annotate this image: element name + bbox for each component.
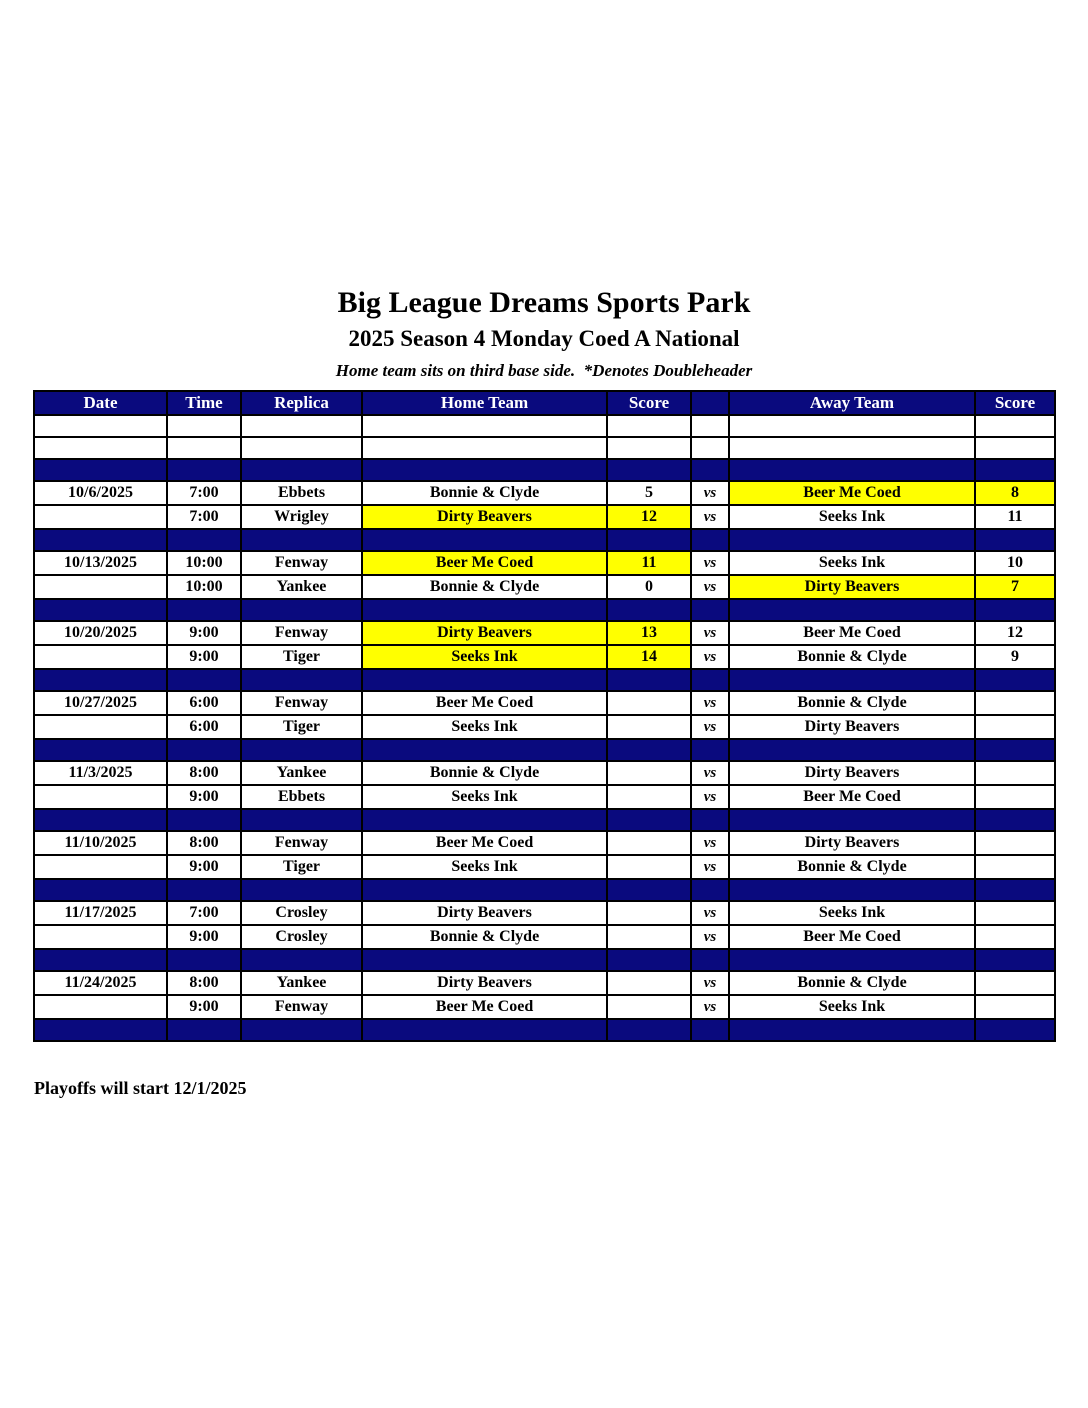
away-team-cell: Seeks Ink xyxy=(729,995,975,1019)
vs-label xyxy=(691,809,729,831)
home-score-cell xyxy=(607,715,691,739)
home-score-cell xyxy=(607,809,691,831)
away-score-cell: 9 xyxy=(975,645,1055,669)
time-cell: 6:00 xyxy=(167,715,241,739)
date-cell xyxy=(34,437,167,459)
home-score-cell xyxy=(607,785,691,809)
away-team-cell xyxy=(729,599,975,621)
vs-label: vs xyxy=(691,785,729,809)
col-header-away-team: Away Team xyxy=(729,391,975,415)
replica-cell: Tiger xyxy=(241,855,362,879)
home-team-note: Home team sits on third base side. *Denotes Doubleheader xyxy=(335,361,753,380)
vs-label: vs xyxy=(691,551,729,575)
home-team-cell xyxy=(362,809,607,831)
away-team-cell: Seeks Ink xyxy=(729,505,975,529)
home-score-cell xyxy=(607,529,691,551)
replica-cell: Fenway xyxy=(241,621,362,645)
game-row xyxy=(34,621,1055,645)
separator-row xyxy=(34,459,1055,481)
game-row xyxy=(34,971,1055,995)
replica-cell: Wrigley xyxy=(241,505,362,529)
date-cell xyxy=(34,529,167,551)
replica-cell xyxy=(241,809,362,831)
date-cell: 10/13/2025 xyxy=(34,551,167,575)
vs-label: vs xyxy=(691,971,729,995)
home-team-cell xyxy=(362,415,607,437)
date-cell: 10/6/2025 xyxy=(34,481,167,505)
away-score-cell xyxy=(975,831,1055,855)
date-cell xyxy=(34,809,167,831)
home-team-cell xyxy=(362,459,607,481)
away-score-cell xyxy=(975,739,1055,761)
replica-cell: Fenway xyxy=(241,995,362,1019)
vs-label: vs xyxy=(691,901,729,925)
date-cell xyxy=(34,715,167,739)
vs-label xyxy=(691,879,729,901)
home-score-cell xyxy=(607,1019,691,1041)
separator-row xyxy=(34,809,1055,831)
schedule-table xyxy=(33,390,1056,1042)
home-team-cell xyxy=(362,879,607,901)
home-team-cell: Beer Me Coed xyxy=(362,691,607,715)
replica-cell xyxy=(241,529,362,551)
time-cell xyxy=(167,1019,241,1041)
date-cell xyxy=(34,949,167,971)
vs-label xyxy=(691,1019,729,1041)
game-row xyxy=(34,691,1055,715)
separator-row xyxy=(34,949,1055,971)
vs-label: vs xyxy=(691,925,729,949)
time-cell xyxy=(167,879,241,901)
away-score-cell xyxy=(975,995,1055,1019)
date-cell: 11/10/2025 xyxy=(34,831,167,855)
vs-label xyxy=(691,415,729,437)
away-score-cell xyxy=(975,437,1055,459)
home-score-cell xyxy=(607,901,691,925)
away-team-cell xyxy=(729,879,975,901)
away-team-cell xyxy=(729,529,975,551)
away-score-cell: 10 xyxy=(975,551,1055,575)
home-team-cell: Beer Me Coed xyxy=(362,551,607,575)
game-row xyxy=(34,715,1055,739)
game-row xyxy=(34,831,1055,855)
col-header-time: Time xyxy=(167,391,241,415)
vs-label xyxy=(691,949,729,971)
time-cell: 9:00 xyxy=(167,645,241,669)
home-score-cell xyxy=(607,415,691,437)
time-cell: 9:00 xyxy=(167,785,241,809)
date-cell: 10/27/2025 xyxy=(34,691,167,715)
game-row xyxy=(34,505,1055,529)
date-cell xyxy=(34,925,167,949)
page-subtitle: 2025 Season 4 Monday Coed A National xyxy=(348,326,740,351)
time-cell xyxy=(167,949,241,971)
vs-label: vs xyxy=(691,645,729,669)
time-cell: 7:00 xyxy=(167,505,241,529)
vs-label: vs xyxy=(691,481,729,505)
time-cell xyxy=(167,459,241,481)
away-score-cell xyxy=(975,809,1055,831)
separator-row xyxy=(34,599,1055,621)
home-team-cell: Bonnie & Clyde xyxy=(362,761,607,785)
time-cell xyxy=(167,529,241,551)
time-cell: 7:00 xyxy=(167,901,241,925)
time-cell: 9:00 xyxy=(167,621,241,645)
home-score-cell: 14 xyxy=(607,645,691,669)
game-row xyxy=(34,551,1055,575)
game-row xyxy=(34,761,1055,785)
home-team-cell: Seeks Ink xyxy=(362,855,607,879)
home-score-cell xyxy=(607,855,691,879)
home-score-cell: 12 xyxy=(607,505,691,529)
away-score-cell xyxy=(975,949,1055,971)
home-score-cell xyxy=(607,879,691,901)
home-team-cell: Bonnie & Clyde xyxy=(362,575,607,599)
vs-label xyxy=(691,529,729,551)
date-cell xyxy=(34,669,167,691)
time-cell: 10:00 xyxy=(167,575,241,599)
time-cell xyxy=(167,809,241,831)
game-row xyxy=(34,925,1055,949)
time-cell xyxy=(167,437,241,459)
away-team-cell: Dirty Beavers xyxy=(729,761,975,785)
vs-label: vs xyxy=(691,831,729,855)
home-team-cell xyxy=(362,739,607,761)
schedule-table-body xyxy=(34,415,1055,1041)
game-row xyxy=(34,855,1055,879)
col-header-home-score: Score xyxy=(607,391,691,415)
home-team-cell: Beer Me Coed xyxy=(362,831,607,855)
home-score-cell xyxy=(607,995,691,1019)
time-cell xyxy=(167,599,241,621)
time-cell: 8:00 xyxy=(167,761,241,785)
away-team-cell: Beer Me Coed xyxy=(729,785,975,809)
away-score-cell xyxy=(975,1019,1055,1041)
time-cell: 7:00 xyxy=(167,481,241,505)
separator-row xyxy=(34,879,1055,901)
game-row xyxy=(34,645,1055,669)
away-team-cell xyxy=(729,739,975,761)
replica-cell: Ebbets xyxy=(241,481,362,505)
date-cell xyxy=(34,415,167,437)
away-team-cell: Bonnie & Clyde xyxy=(729,645,975,669)
date-cell xyxy=(34,785,167,809)
vs-label: vs xyxy=(691,505,729,529)
time-cell: 8:00 xyxy=(167,971,241,995)
home-score-cell xyxy=(607,437,691,459)
away-score-cell xyxy=(975,971,1055,995)
home-team-cell xyxy=(362,669,607,691)
away-team-cell: Bonnie & Clyde xyxy=(729,855,975,879)
away-score-cell xyxy=(975,879,1055,901)
replica-cell xyxy=(241,1019,362,1041)
away-team-cell xyxy=(729,1019,975,1041)
replica-cell: Yankee xyxy=(241,575,362,599)
home-team-cell: Beer Me Coed xyxy=(362,995,607,1019)
time-cell xyxy=(167,669,241,691)
away-score-cell xyxy=(975,599,1055,621)
time-cell: 9:00 xyxy=(167,995,241,1019)
replica-cell xyxy=(241,459,362,481)
away-team-cell xyxy=(729,415,975,437)
home-score-cell xyxy=(607,971,691,995)
page-title: Big League Dreams Sports Park xyxy=(337,286,751,319)
home-team-cell: Seeks Ink xyxy=(362,645,607,669)
time-cell: 8:00 xyxy=(167,831,241,855)
date-cell xyxy=(34,1019,167,1041)
home-score-cell xyxy=(607,669,691,691)
game-row xyxy=(34,785,1055,809)
vs-label: vs xyxy=(691,855,729,879)
vs-label xyxy=(691,669,729,691)
away-score-cell xyxy=(975,761,1055,785)
date-cell xyxy=(34,505,167,529)
away-score-cell xyxy=(975,459,1055,481)
home-score-cell xyxy=(607,599,691,621)
game-row xyxy=(34,575,1055,599)
date-cell xyxy=(34,739,167,761)
date-cell xyxy=(34,645,167,669)
home-team-cell: Seeks Ink xyxy=(362,785,607,809)
replica-cell: Yankee xyxy=(241,971,362,995)
document-header xyxy=(0,286,1088,381)
empty-row xyxy=(34,415,1055,437)
away-team-cell xyxy=(729,669,975,691)
home-team-cell xyxy=(362,437,607,459)
table-header-row xyxy=(34,391,1055,415)
away-team-cell xyxy=(729,437,975,459)
vs-label: vs xyxy=(691,621,729,645)
away-score-cell xyxy=(975,415,1055,437)
time-cell: 9:00 xyxy=(167,925,241,949)
away-score-cell xyxy=(975,529,1055,551)
home-team-cell: Dirty Beavers xyxy=(362,621,607,645)
vs-label xyxy=(691,437,729,459)
vs-label xyxy=(691,599,729,621)
time-cell: 10:00 xyxy=(167,551,241,575)
date-cell xyxy=(34,855,167,879)
home-score-cell xyxy=(607,831,691,855)
replica-cell: Crosley xyxy=(241,925,362,949)
game-row xyxy=(34,481,1055,505)
replica-cell xyxy=(241,949,362,971)
replica-cell xyxy=(241,879,362,901)
home-team-cell: Seeks Ink xyxy=(362,715,607,739)
replica-cell xyxy=(241,669,362,691)
replica-cell: Fenway xyxy=(241,831,362,855)
home-score-cell: 5 xyxy=(607,481,691,505)
away-score-cell: 11 xyxy=(975,505,1055,529)
date-cell xyxy=(34,995,167,1019)
time-cell: 9:00 xyxy=(167,855,241,879)
home-team-cell xyxy=(362,949,607,971)
home-team-cell xyxy=(362,599,607,621)
home-team-cell: Dirty Beavers xyxy=(362,505,607,529)
vs-label: vs xyxy=(691,995,729,1019)
home-team-cell xyxy=(362,529,607,551)
away-team-cell: Seeks Ink xyxy=(729,551,975,575)
game-row xyxy=(34,995,1055,1019)
vs-label xyxy=(691,459,729,481)
home-score-cell: 13 xyxy=(607,621,691,645)
home-score-cell xyxy=(607,691,691,715)
away-score-cell xyxy=(975,691,1055,715)
away-team-cell: Seeks Ink xyxy=(729,901,975,925)
away-team-cell: Bonnie & Clyde xyxy=(729,691,975,715)
date-cell: 11/3/2025 xyxy=(34,761,167,785)
home-score-cell xyxy=(607,459,691,481)
col-header-away-score: Score xyxy=(975,391,1055,415)
away-team-cell: Beer Me Coed xyxy=(729,481,975,505)
game-row xyxy=(34,901,1055,925)
home-score-cell xyxy=(607,925,691,949)
date-cell: 11/24/2025 xyxy=(34,971,167,995)
time-cell xyxy=(167,739,241,761)
home-score-cell xyxy=(607,739,691,761)
away-team-cell xyxy=(729,809,975,831)
away-team-cell: Dirty Beavers xyxy=(729,575,975,599)
replica-cell: Tiger xyxy=(241,715,362,739)
home-score-cell: 0 xyxy=(607,575,691,599)
away-team-cell: Bonnie & Clyde xyxy=(729,971,975,995)
replica-cell: Fenway xyxy=(241,691,362,715)
vs-label xyxy=(691,739,729,761)
date-cell xyxy=(34,879,167,901)
home-score-cell xyxy=(607,949,691,971)
time-cell xyxy=(167,415,241,437)
replica-cell xyxy=(241,599,362,621)
home-team-cell xyxy=(362,1019,607,1041)
separator-row xyxy=(34,739,1055,761)
away-score-cell xyxy=(975,855,1055,879)
vs-label: vs xyxy=(691,575,729,599)
away-team-cell: Dirty Beavers xyxy=(729,831,975,855)
playoffs-note: Playoffs will start 12/1/2025 xyxy=(34,1078,247,1098)
vs-label: vs xyxy=(691,715,729,739)
col-header-home-team: Home Team xyxy=(362,391,607,415)
away-score-cell xyxy=(975,715,1055,739)
replica-cell xyxy=(241,739,362,761)
home-team-cell: Bonnie & Clyde xyxy=(362,925,607,949)
away-team-cell xyxy=(729,459,975,481)
replica-cell: Crosley xyxy=(241,901,362,925)
col-header-replica: Replica xyxy=(241,391,362,415)
away-score-cell xyxy=(975,925,1055,949)
home-team-cell: Bonnie & Clyde xyxy=(362,481,607,505)
replica-cell: Fenway xyxy=(241,551,362,575)
vs-label: vs xyxy=(691,691,729,715)
separator-row xyxy=(34,1019,1055,1041)
away-score-cell xyxy=(975,669,1055,691)
home-score-cell xyxy=(607,761,691,785)
replica-cell xyxy=(241,437,362,459)
time-cell: 6:00 xyxy=(167,691,241,715)
empty-row xyxy=(34,437,1055,459)
date-cell xyxy=(34,575,167,599)
col-header-vs xyxy=(691,391,729,415)
home-team-cell: Dirty Beavers xyxy=(362,971,607,995)
away-score-cell xyxy=(975,785,1055,809)
replica-cell: Yankee xyxy=(241,761,362,785)
away-team-cell: Dirty Beavers xyxy=(729,715,975,739)
away-score-cell: 8 xyxy=(975,481,1055,505)
col-header-date: Date xyxy=(34,391,167,415)
replica-cell: Tiger xyxy=(241,645,362,669)
away-team-cell xyxy=(729,949,975,971)
away-team-cell: Beer Me Coed xyxy=(729,621,975,645)
date-cell: 11/17/2025 xyxy=(34,901,167,925)
date-cell xyxy=(34,459,167,481)
date-cell: 10/20/2025 xyxy=(34,621,167,645)
away-team-cell: Beer Me Coed xyxy=(729,925,975,949)
separator-row xyxy=(34,529,1055,551)
vs-label: vs xyxy=(691,761,729,785)
separator-row xyxy=(34,669,1055,691)
replica-cell xyxy=(241,415,362,437)
replica-cell: Ebbets xyxy=(241,785,362,809)
home-team-cell: Dirty Beavers xyxy=(362,901,607,925)
away-score-cell: 7 xyxy=(975,575,1055,599)
date-cell xyxy=(34,599,167,621)
home-score-cell: 11 xyxy=(607,551,691,575)
away-score-cell xyxy=(975,901,1055,925)
away-score-cell: 12 xyxy=(975,621,1055,645)
